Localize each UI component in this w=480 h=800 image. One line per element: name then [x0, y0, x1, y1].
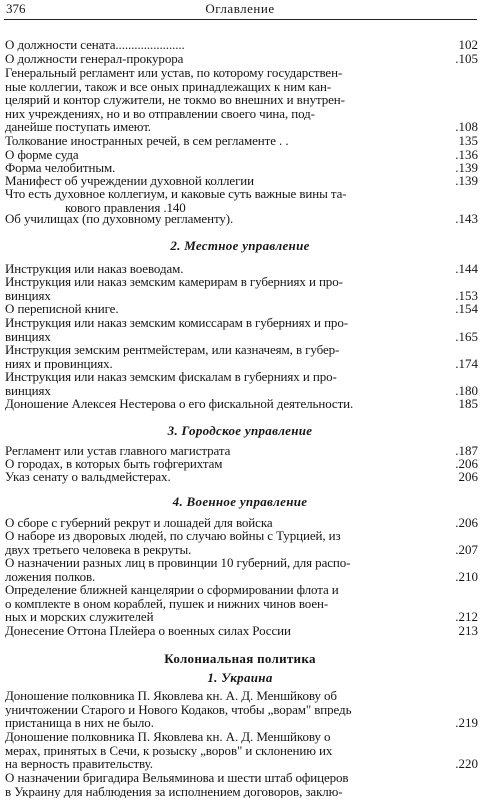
- toc-entry: [5, 730, 456, 771]
- entry-line: О должности сената......................: [5, 38, 185, 52]
- entry-page: .143: [455, 211, 478, 226]
- entry-page: 135: [458, 133, 478, 148]
- toc-entry: [5, 529, 456, 556]
- entry-page: .206: [455, 515, 478, 530]
- entry-page: .220: [455, 756, 478, 771]
- entry-line: Об училищах (по духовному регламенту).: [5, 212, 234, 226]
- entry-line: ниях и провинциях.: [5, 356, 113, 371]
- entry-line: О переписной книге.: [5, 302, 119, 316]
- header-rule: [4, 19, 477, 20]
- entry-line: О должности генерал-прокурора: [5, 52, 184, 66]
- toc-entry: [5, 689, 456, 730]
- toc-entry: [5, 556, 456, 583]
- toc-entry: [5, 370, 456, 397]
- toc-entry: [5, 583, 456, 624]
- entry-line: мерах, принятых в Сечи, к розыску „воров" и склонению их: [5, 743, 333, 758]
- entry-line: Донесение Оттона Плейера о военных силах России: [5, 624, 291, 638]
- entry-line: Инструкция или наказ земским камерирам в губерниях и про-: [5, 275, 343, 289]
- entry-line: них учреждениях, но и во отправлении своего чина, под-: [5, 106, 315, 121]
- entry-page: .144: [455, 261, 478, 276]
- entry-line: Доношение Алексея Нестерова о его фискальной деятельности.: [5, 397, 354, 411]
- entry-line: ные коллегии, також и все оных принадлежащих к ним кан-: [5, 79, 332, 94]
- entry-page: 185: [458, 396, 478, 411]
- toc-entry: [5, 174, 456, 188]
- entry-page: .219: [455, 715, 478, 730]
- entry-line: Инструкция или наказ земским комиссарам в губерниях и про-: [5, 316, 348, 330]
- section-heading: Колониальная политика: [164, 651, 316, 666]
- entry-line: целярий и контор служители, не токмо во внешних и внутрен-: [5, 93, 345, 107]
- entry-page: .154: [455, 301, 478, 316]
- entry-page: .206: [455, 456, 478, 471]
- entry-line: О городах, в которых быть гофгерихтам: [5, 457, 223, 471]
- toc-entry: [5, 187, 456, 214]
- page-header: [0, 0, 480, 20]
- entry-line: о комплекте в оном кораблей, пушек и нижних чинов воен-: [5, 596, 329, 611]
- entry-page: .165: [455, 329, 478, 344]
- entry-page: .139: [455, 173, 478, 188]
- section-heading: 3. Городское управление: [167, 423, 313, 438]
- entry-line: Что есть духовное коллегиум, и каковые суть важные вины та-: [5, 187, 347, 201]
- entry-line: О назначении разных лиц в провинции 10 губерний, для распо-: [5, 556, 351, 570]
- toc-entry: [5, 262, 456, 276]
- page-number: 376: [6, 1, 26, 16]
- toc-entry: [5, 275, 456, 302]
- entry-line: на верность правительству.: [5, 757, 153, 771]
- entry-line: Толкование иностранных речей, в сем регламенте . .: [5, 134, 289, 148]
- entry-page: .174: [455, 356, 478, 371]
- toc-entry: [5, 161, 456, 175]
- entry-line: О назначении бригадира Вельяминова и шести штаб офицеров: [5, 771, 349, 785]
- subsection-heading: 1. Украина: [207, 670, 273, 685]
- entry-line: Инструкция земским рентмейстерам, или казначеям, в губер-: [5, 343, 340, 357]
- entry-page: .136: [455, 147, 478, 162]
- entry-line: Регламент или устав главного магистрата: [5, 444, 231, 458]
- entry-page: .153: [455, 288, 478, 303]
- entry-line: Генеральный регламент или устав, по которому государствен-: [5, 66, 343, 80]
- entry-page: 102: [458, 37, 478, 52]
- entry-page: .210: [455, 569, 478, 584]
- running-title: Оглавление: [205, 1, 275, 16]
- toc-entry: [5, 66, 456, 134]
- toc-entry: [5, 771, 456, 798]
- entry-page: .187: [455, 443, 478, 458]
- toc-entry: [5, 302, 456, 316]
- entry-page: .105: [455, 51, 478, 66]
- entry-page: .180: [455, 383, 478, 398]
- toc-entry: [5, 624, 456, 638]
- entry-page: .108: [455, 119, 478, 134]
- entry-line: ложения полков.: [5, 569, 96, 584]
- entry-page: 206: [458, 469, 478, 484]
- toc-entry: [5, 444, 456, 458]
- toc-entry: [5, 516, 456, 530]
- toc-entry: [5, 397, 456, 411]
- entry-line: винциях: [5, 288, 51, 303]
- entry-line: уничтожении Старого и Нового Кодаков, чтобы „ворам" впредь: [5, 702, 352, 717]
- entry-line: Инструкция или наказ воеводам.: [5, 262, 184, 276]
- entry-line: пристанища в них не было.: [5, 716, 154, 730]
- entry-line: данейше поступать имеют.: [5, 120, 151, 134]
- entry-page: .207: [455, 542, 478, 557]
- entry-line: Определение ближней канцелярии о сформировании флота и: [5, 583, 339, 597]
- toc-entry: [5, 457, 456, 471]
- entry-line: О форме суда: [5, 148, 79, 162]
- entry-page: 213: [458, 623, 478, 638]
- entry-line: двух третьего человека в рекруты.: [5, 542, 192, 557]
- entry-line: Манифест об учреждении духовной коллегии: [5, 174, 255, 188]
- entry-line: Инструкция или наказ земским фискалам в губерниях и про-: [5, 370, 337, 384]
- entry-line: О сборе с губерний рекрут и лошадей для войска: [5, 516, 273, 530]
- entry-line: в Украину для наблюдения за исполнением договоров, заклю-: [5, 784, 343, 799]
- toc-entry: [5, 212, 456, 226]
- entry-line: ных и морских служителей: [5, 610, 154, 624]
- toc-entry: [5, 134, 456, 148]
- entry-page: .139: [455, 160, 478, 175]
- toc-entry: [5, 52, 456, 66]
- entry-line: Доношение полковника П. Яковлева кн. А. Д. Меншйкову об: [5, 689, 337, 703]
- entry-line: Указ сенату о вальдмейстерах.: [5, 470, 171, 484]
- toc-entry: [5, 316, 456, 343]
- entry-line: О наборе из дворовых людей, по случаю войны с Турцией, из: [5, 529, 341, 543]
- entry-line: винциях: [5, 383, 51, 398]
- section-heading: 2. Местное управление: [170, 238, 310, 253]
- section-heading: 4. Военное управление: [172, 494, 308, 509]
- entry-line: Доношение полковника П. Яковлева кн. А. Д. Меншйкову о: [5, 730, 331, 744]
- toc-entry: [5, 148, 456, 162]
- entry-line: Форма челобитным.: [5, 161, 116, 175]
- toc-entry: [5, 38, 456, 52]
- entry-page: .212: [455, 609, 478, 624]
- entry-line: кового правления .140: [65, 200, 186, 215]
- entry-line: винциях: [5, 329, 51, 344]
- toc-entry: [5, 343, 456, 370]
- toc-entry: [5, 470, 456, 484]
